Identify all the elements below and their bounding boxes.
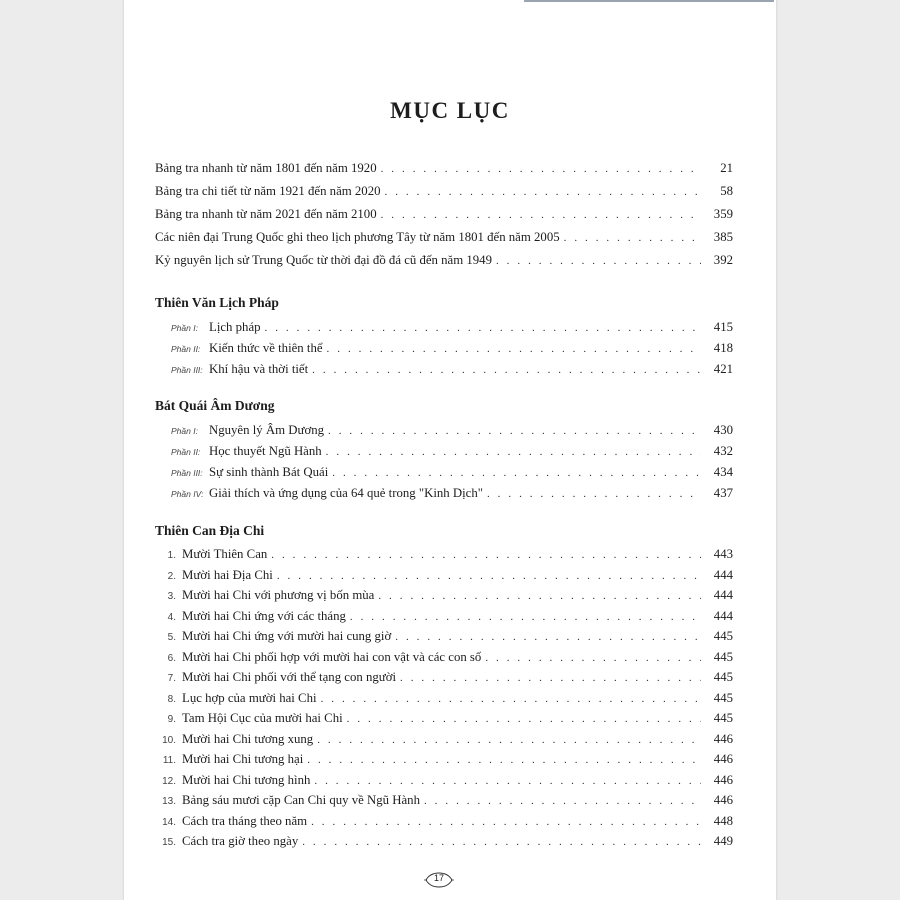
toc-entry-label: Mười hai Chi tương hình	[182, 772, 311, 787]
toc-entry-page: 415	[713, 320, 733, 334]
part-prefix: Phần III:	[171, 468, 203, 478]
toc-entry-page: 445	[713, 690, 733, 705]
part-prefix: Phần II:	[171, 447, 201, 457]
dot-leader	[400, 672, 701, 684]
toc-entry[interactable]	[156, 650, 733, 669]
dot-leader	[332, 467, 701, 479]
toc-entry-label: Cách tra giờ theo ngày	[182, 834, 299, 848]
dot-leader	[328, 425, 701, 437]
toc-entry-label: Mười Thiên Can	[182, 547, 268, 561]
toc-entry-label: Nguyên lý Âm Dương	[209, 423, 325, 437]
part-prefix: Phần I:	[171, 323, 198, 333]
toc-entry[interactable]	[155, 184, 733, 203]
toc-entry-label: Mười hai Chi với phương vị bốn mùa	[182, 588, 375, 602]
toc-entry-page: 445	[713, 629, 733, 643]
dot-leader	[350, 611, 701, 623]
toc-entry-label: Bảng tra nhanh từ năm 2021 đến năm 2100	[155, 207, 377, 221]
page-number-badge	[424, 871, 454, 889]
dot-leader	[312, 364, 701, 376]
toc-entry[interactable]	[156, 834, 733, 853]
toc-entry-page: 444	[713, 588, 733, 602]
toc-entry-page: 21	[720, 161, 733, 175]
dot-leader	[424, 795, 701, 807]
item-number: 7.	[167, 673, 176, 684]
toc-entry[interactable]	[156, 732, 733, 751]
toc-entry-label: Tam Hội Cục của mười hai Chi	[182, 711, 343, 725]
toc-entry-label: Sự sinh thành Bát Quái	[209, 465, 329, 479]
toc-entry-page: 437	[713, 486, 733, 500]
toc-entry-label: Mười hai Chi ứng với các tháng	[182, 608, 346, 623]
toc-entry-page: 445	[713, 649, 733, 664]
item-number: 14.	[162, 816, 176, 828]
dot-leader	[277, 570, 701, 582]
toc-entry-label: Mười hai Chi tương hại	[182, 752, 304, 766]
toc-entry-page: 359	[713, 207, 733, 221]
item-number: 5.	[167, 632, 176, 643]
toc-entry-page: 444	[713, 567, 733, 582]
toc-entry-page: 445	[713, 711, 733, 725]
toc-entry[interactable]	[171, 362, 733, 381]
toc-entry-page: 430	[713, 423, 733, 437]
dot-leader	[395, 631, 701, 643]
toc-entry-page: 58	[720, 184, 733, 198]
item-number: 10.	[162, 734, 176, 746]
toc-entry-label: Bảng tra chi tiết từ năm 1921 đến năm 2020	[155, 184, 381, 198]
item-number: 4.	[167, 611, 176, 623]
toc-entry-label: Mười hai Chi tương xung	[182, 731, 314, 746]
toc-entry-page: 445	[713, 670, 733, 684]
toc-entry-page: 421	[713, 362, 733, 376]
toc-entry-label: Học thuyết Ngũ Hành	[209, 444, 322, 458]
toc-entry[interactable]	[156, 568, 733, 587]
toc-entry-page: 446	[713, 793, 733, 807]
dot-leader	[564, 232, 701, 244]
dot-leader	[307, 754, 701, 766]
toc-entry-label: Giải thích và ứng dụng của 64 quẻ trong "Kinh Dịch"	[209, 486, 483, 500]
dot-leader	[271, 549, 701, 561]
item-number: 9.	[167, 714, 176, 725]
toc-entry[interactable]	[156, 547, 733, 566]
toc-entry-label: Mười hai Chi ứng với mười hai cung giờ	[182, 629, 392, 643]
toc-entry-label: Mười hai Địa Chi	[182, 567, 273, 582]
item-number: 11.	[162, 755, 176, 766]
toc-entry-page: 446	[713, 731, 733, 746]
document-page	[124, 0, 776, 900]
part-prefix: Phần IV:	[171, 489, 204, 499]
toc-entry[interactable]	[156, 609, 733, 628]
toc-entry-page: 446	[713, 752, 733, 766]
toc-entry-page: 385	[713, 230, 733, 244]
dot-leader	[321, 693, 701, 705]
toc-entry-label: Lịch pháp	[209, 320, 261, 334]
dot-leader	[381, 163, 701, 175]
toc-entry[interactable]	[156, 752, 733, 771]
dot-leader	[496, 255, 701, 267]
item-number: 6.	[167, 652, 176, 664]
toc-entry[interactable]	[156, 814, 733, 833]
item-number: 2.	[167, 570, 176, 582]
toc-entry-label: Bảng tra nhanh từ năm 1801 đến năm 1920	[155, 161, 377, 175]
toc-entry[interactable]	[155, 207, 733, 226]
top-rule	[524, 0, 774, 2]
toc-entry-page: 392	[713, 253, 733, 267]
toc-entry-label: Cách tra tháng theo năm	[182, 813, 308, 828]
dot-leader	[347, 713, 701, 725]
dot-leader	[487, 488, 701, 500]
toc-entry[interactable]	[171, 423, 733, 442]
item-number: 15.	[162, 837, 176, 848]
dot-leader	[326, 446, 701, 458]
toc-entry[interactable]	[156, 691, 733, 710]
part-prefix: Phần III:	[171, 365, 203, 375]
toc-entry-page: 434	[713, 465, 733, 479]
toc-entry[interactable]	[171, 320, 733, 339]
dot-leader	[302, 836, 701, 848]
toc-entry[interactable]	[171, 465, 733, 484]
toc-entry[interactable]	[171, 486, 733, 505]
toc-entry[interactable]	[171, 341, 733, 360]
page-title: MỤC LỤC	[390, 98, 510, 123]
part-prefix: Phần I:	[171, 426, 198, 436]
toc-entry[interactable]	[156, 711, 733, 730]
item-number: 1.	[167, 550, 176, 561]
toc-entry[interactable]	[156, 773, 733, 792]
toc-entry-label: Lục hợp của mười hai Chi	[182, 690, 317, 705]
toc-entry-page: 446	[713, 772, 733, 787]
dot-leader	[381, 209, 701, 221]
dot-leader	[317, 734, 701, 746]
toc-entry-label: Kỷ nguyên lịch sử Trung Quốc từ thời đại đồ đá cũ đến năm 1949	[155, 253, 492, 267]
toc-entry-page: 432	[713, 444, 733, 458]
page-number: 17	[433, 873, 444, 883]
toc-entry[interactable]	[156, 793, 733, 812]
section-heading: Thiên Văn Lịch Pháp	[155, 295, 279, 310]
part-prefix: Phần II:	[171, 344, 201, 354]
toc-entry-label: Các niên đại Trung Quốc ghi theo lịch phương Tây từ năm 1801 đến năm 2005	[155, 230, 560, 244]
toc-entry-label: Bảng sáu mươi cặp Can Chi quy về Ngũ Hành	[182, 793, 420, 807]
toc-entry-label: Khí hậu và thời tiết	[209, 362, 309, 376]
toc-entry[interactable]	[156, 629, 733, 648]
section-heading: Bát Quái Âm Dương	[155, 398, 275, 413]
toc-entry[interactable]	[156, 670, 733, 689]
dot-leader	[265, 322, 701, 334]
toc-entry[interactable]	[171, 444, 733, 463]
toc-entry[interactable]	[155, 230, 733, 249]
toc-entry-page: 418	[713, 341, 733, 355]
item-number: 12.	[162, 775, 176, 787]
item-number: 3.	[167, 591, 176, 602]
dot-leader	[314, 775, 701, 787]
dot-leader	[327, 343, 701, 355]
dot-leader	[485, 652, 701, 664]
toc-entry-label: Mười hai Chi phối với thể tạng con người	[182, 670, 397, 684]
toc-entry[interactable]	[156, 588, 733, 607]
dot-leader	[378, 590, 701, 602]
toc-entry-page: 444	[713, 608, 733, 623]
toc-entry-label: Kiến thức về thiên thể	[209, 341, 323, 355]
toc-entry[interactable]	[155, 253, 733, 272]
toc-entry-page: 449	[713, 834, 733, 848]
dot-leader	[311, 816, 701, 828]
item-number: 13.	[162, 796, 176, 807]
toc-entry-page: 443	[713, 547, 733, 561]
dot-leader	[385, 186, 701, 198]
section-heading: Thiên Can Địa Chi	[155, 523, 265, 538]
item-number: 8.	[167, 693, 176, 705]
toc-entry[interactable]	[155, 161, 733, 180]
toc-entry-label: Mười hai Chi phối hợp với mười hai con vật và các con số	[182, 649, 482, 664]
toc-entry-page: 448	[713, 813, 733, 828]
